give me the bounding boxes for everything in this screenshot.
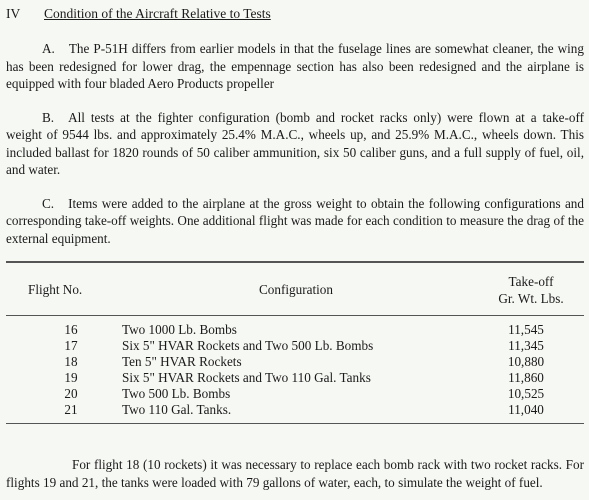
header-takeoff-line2: Gr. Wt. Lbs. bbox=[498, 291, 564, 306]
cell-flight-no: 18 bbox=[64, 354, 78, 369]
table-row bbox=[6, 402, 584, 418]
paragraph-a bbox=[6, 40, 584, 93]
paragraph-c bbox=[6, 195, 584, 248]
table-bottom-rule bbox=[6, 423, 584, 424]
table-row bbox=[6, 386, 584, 402]
paragraph-d-text: For flight 18 (10 rockets) it was necessary to replace each bomb rack with two rocket racks. For flights 19 and 21, the tanks were loaded with 79 gallons of water, each, to simulate the weight of fuel. bbox=[6, 457, 584, 490]
cell-takeoff-weight: 11,345 bbox=[508, 338, 544, 353]
cell-configuration: Six 5" HVAR Rockets and Two 500 Lb. Bombs bbox=[122, 338, 374, 353]
cell-takeoff-weight: 11,860 bbox=[508, 370, 544, 385]
document-page bbox=[6, 4, 584, 490]
cell-takeoff-weight: 10,880 bbox=[507, 354, 545, 369]
cell-configuration: Two 500 Lb. Bombs bbox=[122, 386, 231, 401]
table-header-rule bbox=[6, 315, 584, 316]
cell-flight-no: 19 bbox=[64, 370, 78, 385]
header-configuration: Configuration bbox=[259, 282, 333, 297]
paragraph-b-text: All tests at the fighter configuration (bomb and rocket racks only) were flown at a take-off weight of 9544 lbs. and approximately 25.4% M.A.C., wheels up, and 25.9% M.A.C., wheels down. This included ballast for 1820 rounds of 50 caliber ammunition, six 50 caliber guns, and a full supply of fuel, oil, and water. bbox=[6, 109, 584, 177]
cell-configuration: Six 5" HVAR Rockets and Two 110 Gal. Tanks bbox=[122, 370, 371, 385]
header-flight-no: Flight No. bbox=[28, 282, 83, 297]
cell-flight-no: 20 bbox=[64, 386, 78, 401]
cell-takeoff-weight: 11,040 bbox=[508, 402, 544, 417]
cell-flight-no: 16 bbox=[64, 322, 78, 337]
table-row bbox=[6, 322, 584, 338]
table-row bbox=[6, 370, 584, 386]
cell-takeoff-weight: 11,545 bbox=[508, 322, 544, 337]
section-heading bbox=[6, 4, 584, 24]
section-number: IV bbox=[6, 6, 21, 21]
header-takeoff-line1: Take-off bbox=[508, 274, 554, 289]
configuration-table bbox=[6, 261, 584, 424]
cell-configuration: Ten 5" HVAR Rockets bbox=[122, 354, 242, 369]
paragraph-b bbox=[6, 109, 584, 179]
cell-flight-no: 21 bbox=[64, 402, 78, 417]
paragraph-b-label: B. bbox=[42, 109, 55, 125]
paragraph-a-label: A. bbox=[42, 41, 55, 56]
paragraph-c-label: C. bbox=[42, 195, 55, 211]
table-body bbox=[6, 322, 584, 418]
paragraph-d bbox=[6, 456, 584, 491]
cell-configuration: Two 1000 Lb. Bombs bbox=[122, 322, 237, 337]
table-header bbox=[6, 263, 584, 307]
section-title: Condition of the Aircraft Relative to Tests bbox=[44, 6, 271, 21]
paragraph-c-text: Items were added to the airplane at the gross weight to obtain the following configurations and corresponding take-off weights. One additional flight was made for each condition to measure the drag of the external equipment. bbox=[6, 195, 584, 246]
table-row bbox=[6, 338, 584, 354]
cell-flight-no: 17 bbox=[64, 338, 78, 353]
header-takeoff-weight bbox=[476, 273, 586, 307]
table-row bbox=[6, 354, 584, 370]
cell-takeoff-weight: 10,525 bbox=[507, 386, 545, 401]
paragraph-a-text: The P-51H differs from earlier models in that the fuselage lines are somewhat cleaner, the wing has been redesigned for lower drag, the empennage section has also been redesigned and the airplane is equipped with four bladed Aero Products propeller bbox=[6, 41, 584, 91]
cell-configuration: Two 110 Gal. Tanks. bbox=[122, 402, 232, 417]
